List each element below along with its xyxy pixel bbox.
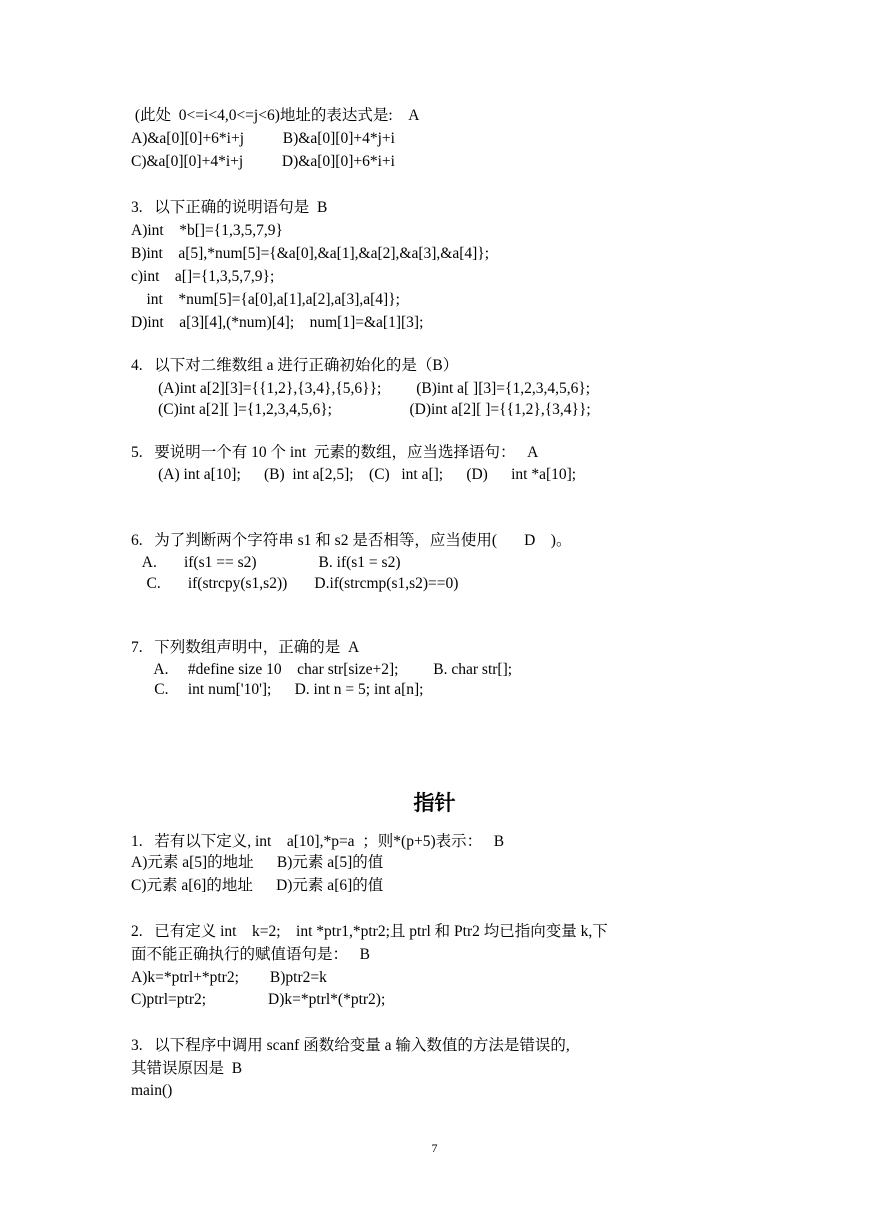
- pointer-question-3-prompt: 3. 以下程序中调用 scanf 函数给变量 a 输入数值的方法是错误的,: [131, 1037, 570, 1054]
- question-4-prompt: 4. 以下对二维数组 a 进行正确初始化的是（B）: [131, 357, 459, 374]
- pointer-question-1-prompt: 1. 若有以下定义, int a[10],*p=a ；则*(p+5)表示： B: [131, 833, 505, 850]
- question-3-option-c: c)int a[]={1,3,5,7,9};: [131, 268, 275, 285]
- question-3-option-d: D)int a[3][4],(*num)[4]; num[1]=&a[1][3];: [131, 314, 424, 331]
- question-6-options-cd: C. if(strcpy(s1,s2)) D.if(strcmp(s1,s2)==0): [131, 575, 459, 592]
- question-2-prompt: (此处 0<=i<4,0<=j<6)地址的表达式是: A: [131, 107, 420, 124]
- question-4-options-ab: (A)int a[2][3]={{1,2},{3,4},{5,6}}; (B)int a[ ][3]={1,2,3,4,5,6};: [131, 380, 591, 397]
- pointer-question-2-prompt-cont: 面不能正确执行的赋值语句是： B: [131, 946, 370, 963]
- question-4-options-cd: (C)int a[2][ ]={1,2,3,4,5,6}; (D)int a[2][ ]={{1,2},{3,4}};: [131, 401, 591, 418]
- pointer-question-1-options-ab: A)元素 a[5]的地址 B)元素 a[5]的值: [131, 854, 384, 871]
- question-7-options-ab: A. #define size 10 char str[size+2]; B. char str[];: [131, 661, 513, 678]
- question-5-prompt: 5. 要说明一个有 10 个 int 元素的数组，应当选择语句： A: [131, 444, 539, 461]
- pointer-question-3-prompt-cont: 其错误原因是 B: [131, 1060, 243, 1077]
- question-5-options: (A) int a[10]; (B) int a[2,5]; (C) int a[]; (D) int *a[10];: [131, 466, 577, 483]
- question-2-options-cd: C)&a[0][0]+4*i+j D)&a[0][0]+6*i+i: [131, 153, 395, 170]
- question-3-prompt: 3. 以下正确的说明语句是 B: [131, 199, 328, 216]
- question-7-options-cd: C. int num['10']; D. int n = 5; int a[n];: [131, 681, 424, 698]
- pointer-question-2-options-cd: C)ptrl=ptr2; D)k=*ptrl*(*ptr2);: [131, 991, 386, 1008]
- question-3-option-a: A)int *b[]={1,3,5,7,9}: [131, 222, 283, 239]
- section-heading: 指针: [413, 791, 456, 815]
- code-line: main(): [131, 1082, 173, 1099]
- pointer-question-2-options-ab: A)k=*ptrl+*ptr2; B)ptr2=k: [131, 969, 327, 986]
- question-3-option-b: B)int a[5],*num[5]={&a[0],&a[1],&a[2],&a[3],&a[4]};: [131, 245, 490, 262]
- pointer-question-2-prompt: 2. 已有定义 int k=2; int *ptr1,*ptr2;且 ptrl 和 Ptr2 均已指向变量 k,下: [131, 923, 608, 940]
- question-6-prompt: 6. 为了判断两个字符串 s1 和 s2 是否相等，应当使用( D )。: [131, 532, 572, 549]
- page-number: 7: [431, 1141, 438, 1155]
- question-7-prompt: 7. 下列数组声明中，正确的是 A: [131, 639, 360, 656]
- question-2-options-ab: A)&a[0][0]+6*i+j B)&a[0][0]+4*j+i: [131, 130, 395, 147]
- question-3-option-c-cont: int *num[5]={a[0],a[1],a[2],a[3],a[4]};: [131, 291, 400, 308]
- pointer-question-1-options-cd: C)元素 a[6]的地址 D)元素 a[6]的值: [131, 877, 384, 894]
- question-6-options-ab: A. if(s1 == s2) B. if(s1 = s2): [131, 554, 401, 571]
